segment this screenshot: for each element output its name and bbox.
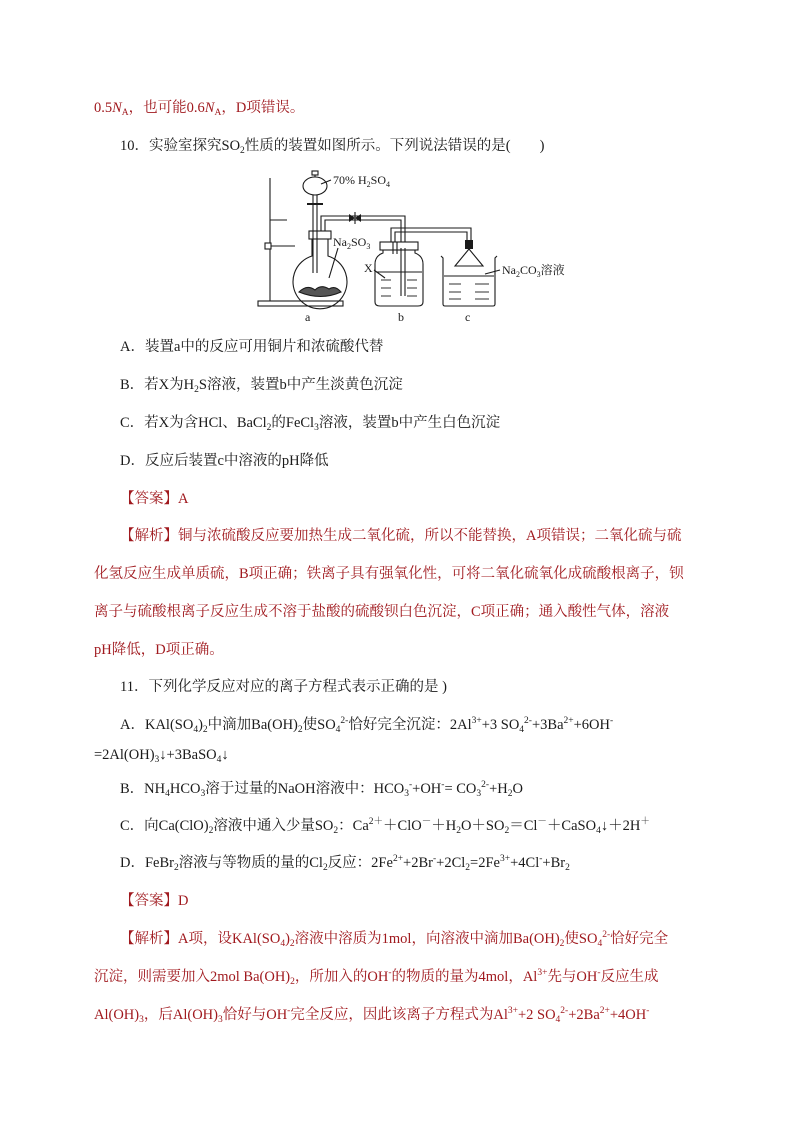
question-11-option-c: C．向$Ca(ClO)_2$溶液中通入少量$SO_2$：$Ca^{2+}+ClO^-+H_2O+SO_2=Cl^-+CaSO_4↓+2H^+$ (120, 817, 650, 836)
question-10-stem: 10．实验室探究$SO_2$性质的装置如图所示。下列说法错误的是( ) (120, 138, 545, 156)
gas-washing-bottle-b (375, 248, 423, 306)
apparatus-a-label: a (305, 310, 311, 324)
question-10-option-c: C．若X为含HCl、BaCl$_2$的FeCl$_3$溶液，装置b中产生白色沉淀 (120, 415, 501, 433)
question-11-option-a-line-2: $=2Al(OH)_3↓+3BaSO_4↓$ (94, 747, 229, 765)
separatory-funnel (303, 177, 327, 195)
prev-analysis-tail: $0.5N_A$，也可能$0.6N_A$，D项错误。 (94, 100, 305, 118)
question-11-analysis-line-2: 沉淀，则需要加入2mol $Ba(OH)_2$，所加入的OH-的物质的量为4mol，$Al^{3+}$先与OH-反应生成 (94, 968, 659, 987)
x-label: X (364, 261, 373, 275)
sulfite-label: $Na_2SO_3$ (333, 235, 371, 251)
apparatus-b-label: b (398, 310, 404, 324)
flask-stopper (309, 231, 331, 239)
question-11-analysis-line-1: 【解析】A项，设$KAl(SO_4)_2$溶液中溶质为1mol，向溶液中滴加$Ba(OH)_2$使$SO_4^{2-}$恰好完全 (120, 930, 669, 949)
question-10-option-b: B．若X为$H_2S$溶液，装置b中产生淡黄色沉淀 (120, 377, 403, 395)
carbonate-label: $Na_2CO_3$溶液 (502, 263, 565, 279)
sodium-sulfite-powder (299, 287, 341, 297)
bottle-stopper (380, 242, 418, 250)
question-10-analysis-line-3: 离子与硫酸根离子反应生成不溶于盐酸的硫酸钡白色沉淀，C项正确；通入酸性气体，溶液 (94, 604, 670, 620)
acid-label: 70% $H_2SO_4$ (333, 173, 391, 189)
apparatus-figure (255, 168, 600, 328)
question-10-option-d: D．反应后装置c中溶液的pH降低 (120, 453, 329, 469)
question-11-stem: 11．下列化学反应对应的离子方程式表示正确的是 ) (120, 679, 447, 695)
apparatus-diagram (255, 168, 600, 328)
question-10-analysis-line-1: 【解析】铜与浓硫酸反应要加热生成二氧化硫，所以不能替换，A项错误；二氧化硫与硫 (120, 528, 682, 544)
question-10-analysis-line-4: pH降低，D项正确。 (94, 642, 224, 658)
question-11-answer: 【答案】D (120, 893, 189, 909)
question-10-answer: 【答案】A (120, 491, 189, 507)
stand-base (258, 301, 343, 306)
question-11-option-a-line-1: A．$KAl(SO_4)_2$中滴加$Ba(OH)_2$使$SO_4^{2-}$恰好完全沉淀：$2Al^{3+}+3$ $SO_4^{2-}+3Ba^{2+}+6OH^-$ (120, 716, 614, 735)
question-11-option-d: D．FeBr$_2$溶液与等物质的量的$Cl_2$反应：$2Fe^{2+}+2Br^-+2Cl_2=2Fe^{3+}+4Cl^-+Br_2$ (120, 854, 570, 873)
inverted-funnel (455, 249, 483, 266)
question-11-analysis-line-3: $Al(OH)_3$，后$Al(OH)_3$恰好与OH-完全反应，因此该离子方程式为$Al^{3+}+2$ $SO_4^{2-}+2Ba^{2+}+4OH^-$ (94, 1006, 650, 1025)
question-10-analysis-line-2: 化氢反应生成单质硫，B项正确；铁离子具有强氧化性，可将二氧化硫氧化成硫酸根离子，钡 (94, 566, 684, 582)
question-10-option-a: A．装置a中的反应可用铜片和浓硫酸代替 (120, 339, 384, 355)
question-11-option-b: B．$NH_4HCO_3$溶于过量的NaOH溶液中：$HCO_3^-+OH^-= CO_3^{2-}+H_2O$ (120, 780, 523, 799)
apparatus-c-label: c (465, 310, 471, 324)
